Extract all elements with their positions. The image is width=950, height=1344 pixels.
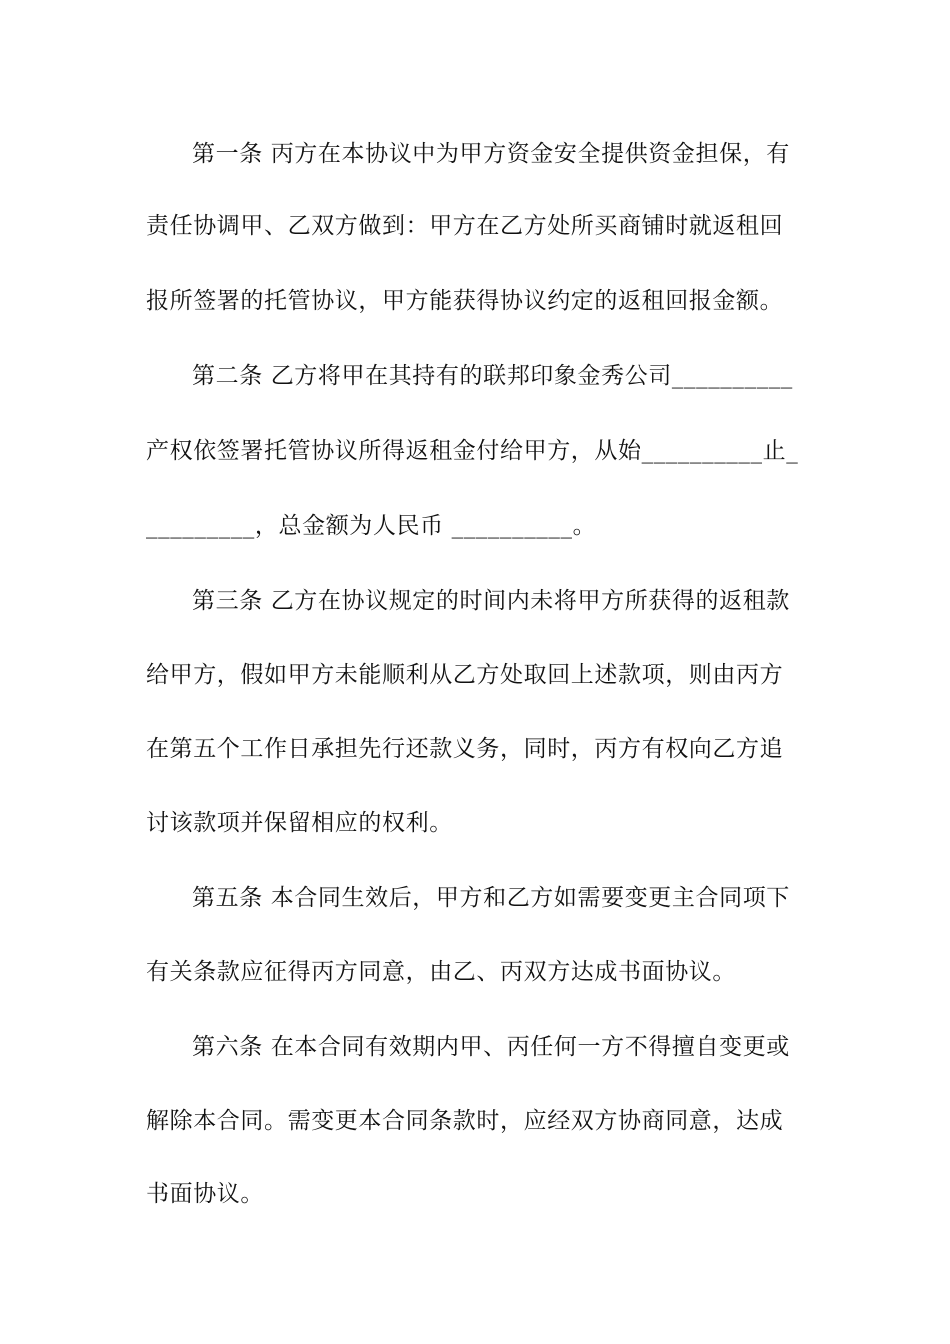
article-3-line-3: 在第五个工作日承担先行还款义务，同时，丙方有权向乙方追: [146, 736, 784, 762]
article-5-line-1: 第五条 本合同生效后，甲方和乙方如需要变更主合同项下: [192, 885, 790, 911]
article-3-line-4: 讨该款项并保留相应的权利。: [146, 810, 453, 836]
article-2-line-1: 第二条 乙方将甲在其持有的联邦印象金秀公司__________: [192, 363, 793, 389]
article-1-line-2: 责任协调甲、乙双方做到：甲方在乙方处所买商铺时就返租回: [146, 213, 784, 239]
article-3-line-1: 第三条 乙方在协议规定的时间内未将甲方所获得的返租款: [192, 588, 790, 614]
article-6-line-2: 解除本合同。需变更本合同条款时，应经双方协商同意，达成: [146, 1108, 784, 1134]
article-1-line-1: 第一条 丙方在本协议中为甲方资金安全提供资金担保，有: [192, 141, 790, 167]
article-2-line-3: _________，总金额为人民币 __________。: [146, 513, 597, 539]
article-2-line-2: 产权依签署托管协议所得返租金付给甲方，从始__________止_: [146, 438, 799, 464]
article-6-line-3: 书面协议。: [146, 1181, 264, 1207]
article-6-line-1: 第六条 在本合同有效期内甲、丙任何一方不得擅自变更或: [192, 1034, 790, 1060]
article-3-line-2: 给甲方，假如甲方未能顺利从乙方处取回上述款项，则由丙方: [146, 662, 784, 688]
article-1-line-3: 报所签署的托管协议，甲方能获得协议约定的返租回报金额。: [146, 288, 784, 314]
article-5-line-2: 有关条款应征得丙方同意，由乙、丙双方达成书面协议。: [146, 959, 736, 985]
